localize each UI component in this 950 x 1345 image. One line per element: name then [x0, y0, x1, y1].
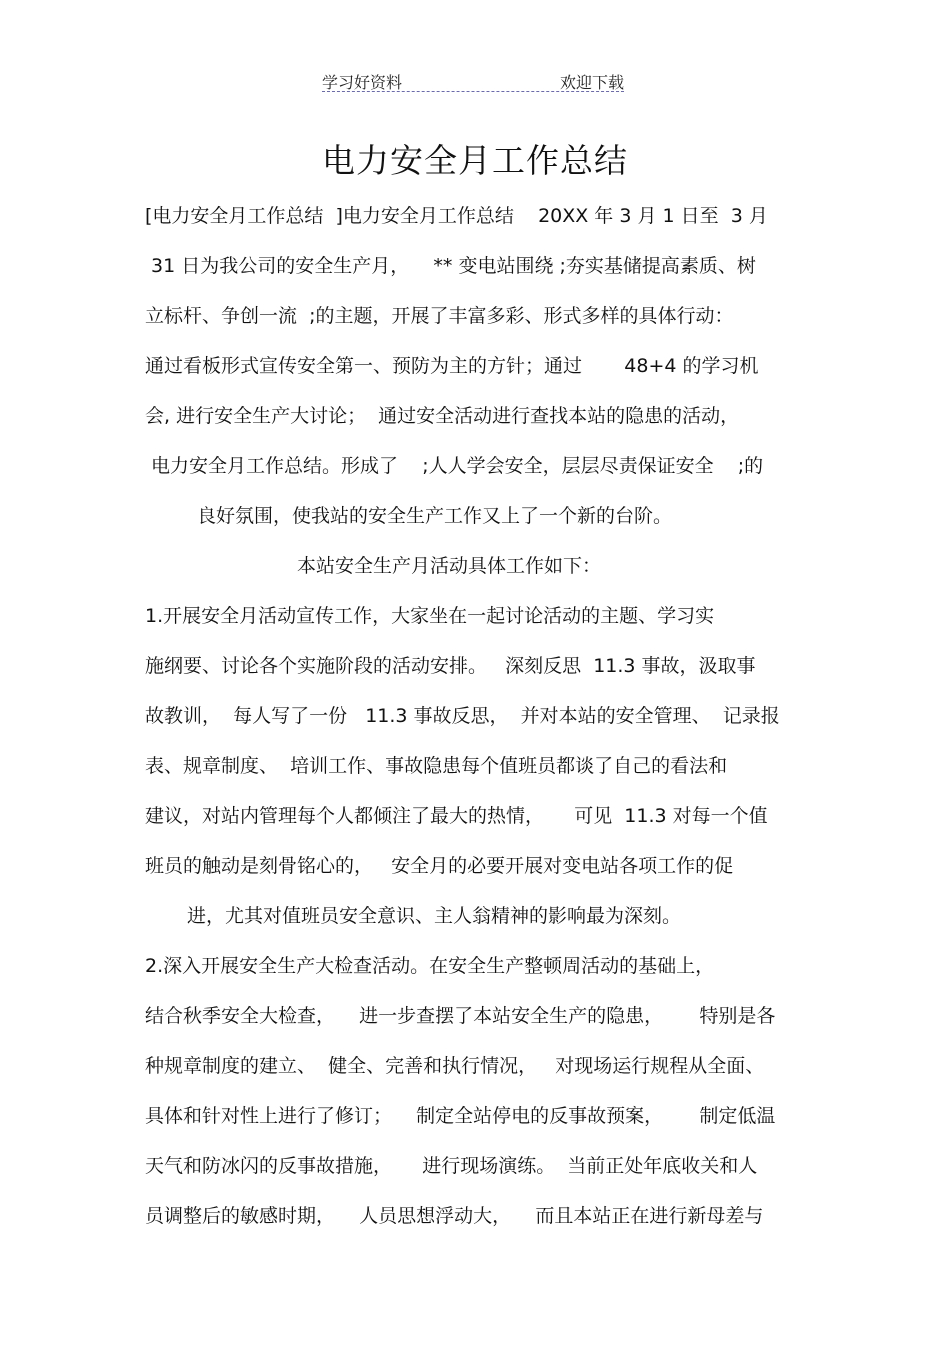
- body-line: 种规章制度的建立、 健全、完善和执行情况， 对现场运行规程从全面、: [145, 1055, 765, 1077]
- body-line: 建议，对站内管理每个人都倾注了最大的热情， 可见 11.3 对每一个值: [145, 805, 768, 827]
- body-line: 施纲要、讨论各个实施阶段的活动安排。 深刻反思 11.3 事故，汲取事: [145, 655, 756, 677]
- body-line: 良好氛围，使我站的安全生产工作又上了一个新的台阶。: [197, 505, 673, 527]
- body-line: 具体和针对性上进行了修订； 制定全站停电的反事故预案， 制定低温: [145, 1105, 776, 1127]
- header-dashed-rule: [322, 91, 624, 92]
- body-line: 故教训， 每人写了一份 11.3 事故反思， 并对本站的安全管理、 记录报: [145, 705, 780, 727]
- body-line: 天气和防冰闪的反事故措施， 进行现场演练。 当前正处年底收关和人: [145, 1155, 758, 1177]
- body-line: 表、规章制度、 培训工作、事故隐患每个值班员都谈了自己的看法和: [145, 755, 728, 777]
- body-line: 通过看板形式宣传安全第一、预防为主的方针；通过 48+4 的学习机: [145, 355, 759, 377]
- list-item-2-line: 2.深入开展安全生产大检查活动。在安全生产整顿周活动的基础上，: [145, 955, 715, 977]
- body-line: 员调整后的敏感时期， 人员思想浮动大， 而且本站正在进行新母差与: [145, 1205, 764, 1227]
- body-line: 会, 进行安全生产大讨论； 通过安全活动进行查找本站的隐患的活动，: [145, 405, 740, 427]
- body-line: 班员的触动是刻骨铭心的， 安全月的必要开展对变电站各项工作的促: [145, 855, 734, 877]
- document-title: 电力安全月工作总结: [322, 141, 628, 180]
- body-line: [电力安全月工作总结 ]电力安全月工作总结 20XX 年 3 月 1 日至 3 月: [145, 205, 768, 227]
- body-line: 电力安全月工作总结。形成了 ;人人学会安全，层层尽责保证安全 ;的: [145, 455, 764, 477]
- body-line: 进，尤其对值班员安全意识、主人翁精神的影响最为深刻。: [187, 905, 682, 927]
- list-item-1-line: 1.开展安全月活动宣传工作，大家坐在一起讨论活动的主题、学习实: [145, 605, 715, 627]
- body-line: 立标杆、争创一流 ;的主题，开展了丰富多彩、形式多样的具体行动：: [145, 305, 734, 327]
- page-header: [322, 70, 624, 94]
- body-line: 结合秋季安全大检查， 进一步查摆了本站安全生产的隐患， 特别是各: [145, 1005, 776, 1027]
- header-left-text: 学习好资料: [322, 73, 403, 92]
- section-intro-line: 本站安全生产月活动具体工作如下：: [297, 555, 602, 577]
- document-body: [145, 200, 810, 1250]
- header-right-text: 欢迎下载: [559, 73, 624, 92]
- body-line: 31 日为我公司的安全生产月， ** 变电站围绕 ;夯实基储提高素质、树: [145, 255, 756, 277]
